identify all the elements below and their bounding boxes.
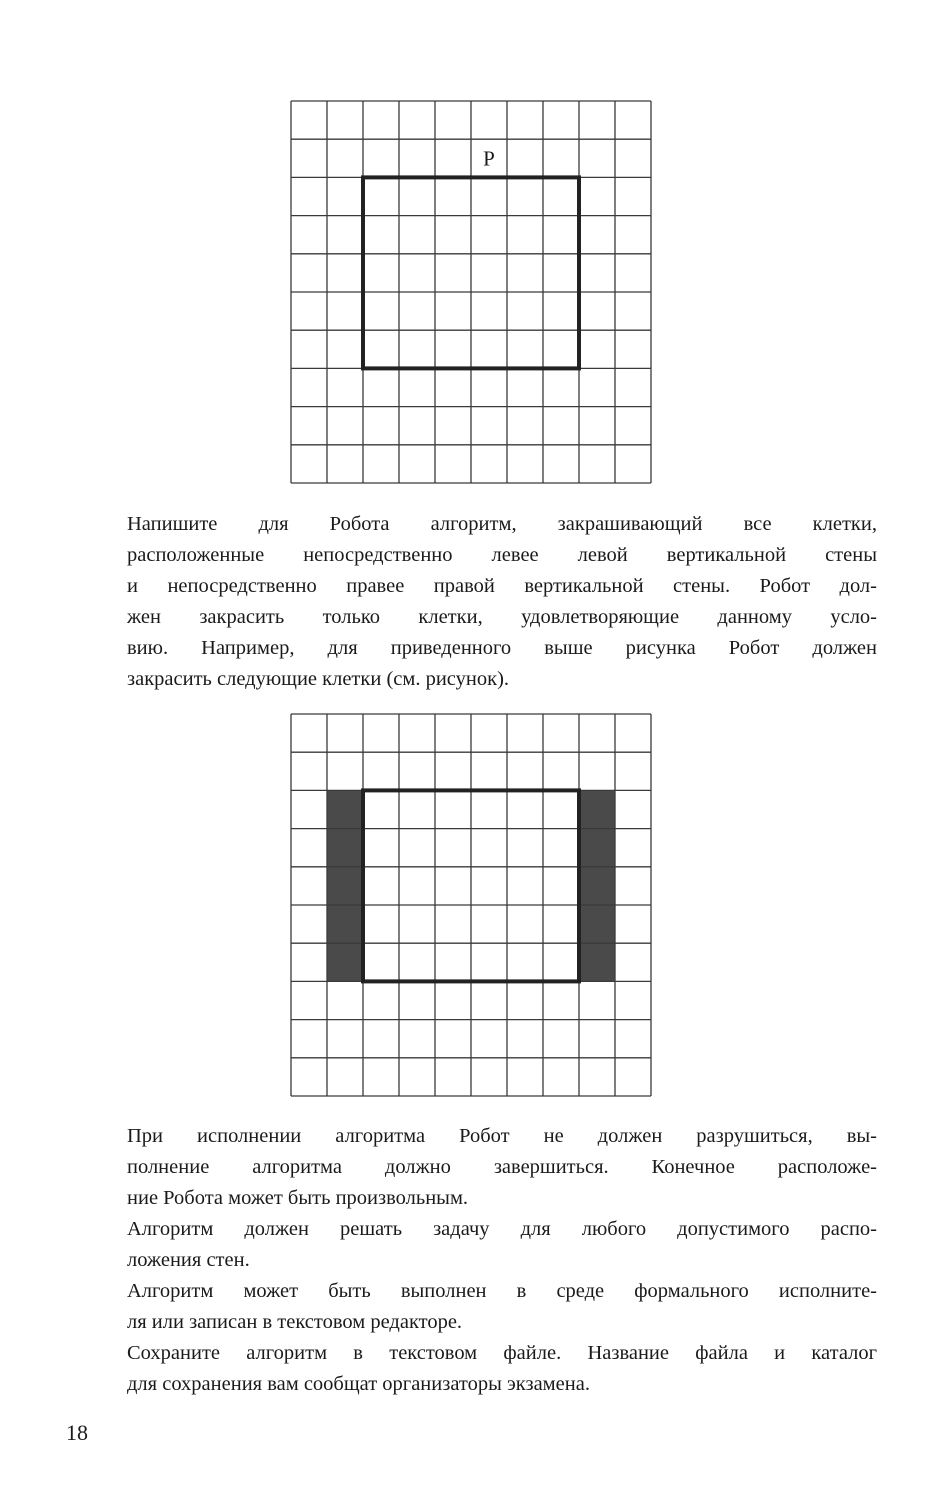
- text-line: Напишите для Робота алгоритм, закрашивающий все клетки,: [127, 513, 877, 535]
- text-line: Алгоритм должен решать задачу для любого допустимого распо-: [127, 1218, 877, 1240]
- robot-field-initial: [290, 100, 652, 484]
- painted-cell: [579, 829, 615, 867]
- text-line: для сохранения вам сообщат организаторы экзамена.: [127, 1373, 590, 1395]
- robot-marker: Р: [483, 146, 495, 171]
- text-line: Алгоритм может быть выполнен в среде формального исполните-: [127, 1280, 877, 1302]
- text-line: закрасить следующие клетки (см. рисунок).: [127, 668, 510, 690]
- text-line: жен закрасить только клетки, удовлетворяющие данному усло-: [127, 606, 877, 628]
- text-line: При исполнении алгоритма Робот не должен разрушиться, вы-: [127, 1125, 877, 1147]
- task-description: [127, 509, 877, 695]
- text-line: ля или записан в текстовом редакторе.: [127, 1311, 463, 1333]
- robot-field-initial-svg: [290, 100, 652, 484]
- painted-cell: [579, 943, 615, 981]
- text-line: полнение алгоритма должно завершиться. Конечное расположе-: [127, 1156, 877, 1178]
- text-line: и непосредственно правее правой вертикальной стены. Робот дол-: [127, 575, 877, 597]
- painted-cell: [579, 867, 615, 905]
- task-requirements: [127, 1121, 877, 1400]
- robot-field-painted-svg: [290, 713, 652, 1097]
- painted-cell: [327, 943, 363, 981]
- robot-field-painted: [290, 713, 652, 1097]
- painted-cell: [327, 905, 363, 943]
- painted-cell: [579, 905, 615, 943]
- text-line: Сохраните алгоритм в текстовом файле. Название файла и каталог: [127, 1342, 877, 1364]
- text-line: вию. Например, для приведенного выше рисунка Робот должен: [127, 637, 877, 659]
- text-line: ложения стен.: [127, 1249, 250, 1271]
- painted-cell: [327, 790, 363, 828]
- painted-cell: [579, 790, 615, 828]
- text-line: расположенные непосредственно левее левой вертикальной стены: [127, 544, 877, 566]
- text-line: ние Робота может быть произвольным.: [127, 1187, 469, 1209]
- page-number: 18: [66, 1420, 88, 1445]
- painted-cell: [327, 829, 363, 867]
- painted-cell: [327, 867, 363, 905]
